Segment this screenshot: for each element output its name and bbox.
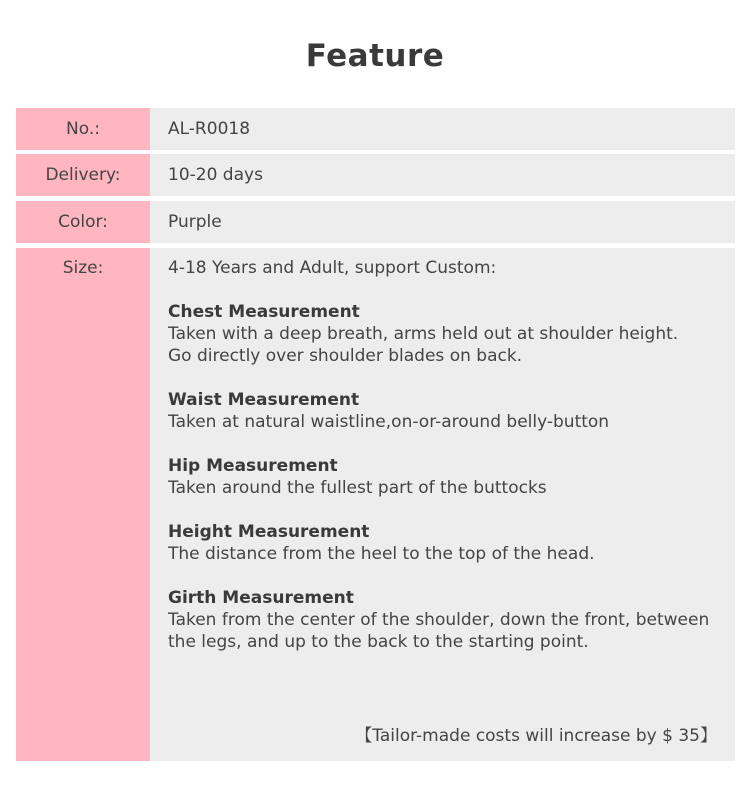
measurement-text: Taken at natural waistline,on-or-around belly-button: [168, 412, 610, 432]
measurement-girth: [168, 587, 735, 653]
measurement-title: Height Measurement: [168, 522, 370, 542]
row-size-label: [16, 248, 150, 761]
measurement-title: Girth Measurement: [168, 588, 354, 608]
measurement-title: Hip Measurement: [168, 456, 338, 476]
tailor-made-note: 【Tailor-made costs will increase by $ 35】: [355, 726, 717, 746]
page-title: Feature: [305, 38, 445, 74]
row-color-label: Color:: [16, 201, 150, 243]
measurement-hip: [168, 455, 735, 499]
row-size-label-text: Size:: [62, 258, 104, 278]
measurement-text: Taken with a deep breath, arms held out at shoulder height. Go directly over shoulder blades on back.: [168, 324, 679, 366]
measurement-text: The distance from the heel to the top of the head.: [168, 544, 595, 564]
row-size: [16, 248, 735, 761]
row-no-value: AL-R0018: [150, 108, 735, 150]
size-intro: 4-18 Years and Adult, support Custom:: [168, 258, 497, 278]
measurement-text: Taken around the fullest part of the buttocks: [168, 478, 547, 498]
measurement-title: Waist Measurement: [168, 390, 360, 410]
measurement-title: Chest Measurement: [168, 302, 360, 322]
row-size-value: [150, 248, 735, 761]
measurement-waist: [168, 389, 735, 433]
row-delivery-label: Delivery:: [16, 154, 150, 196]
row-delivery-value: 10-20 days: [150, 154, 735, 196]
row-color: [16, 201, 735, 243]
measurement-text: Taken from the center of the shoulder, down the front, between the legs, and up to the back to the starting point.: [168, 610, 710, 652]
row-no: [16, 108, 735, 150]
row-color-value: Purple: [150, 201, 735, 243]
row-no-label: No.:: [16, 108, 150, 150]
row-delivery: [16, 154, 735, 196]
measurement-chest: [168, 301, 735, 367]
measurement-height: [168, 521, 735, 565]
